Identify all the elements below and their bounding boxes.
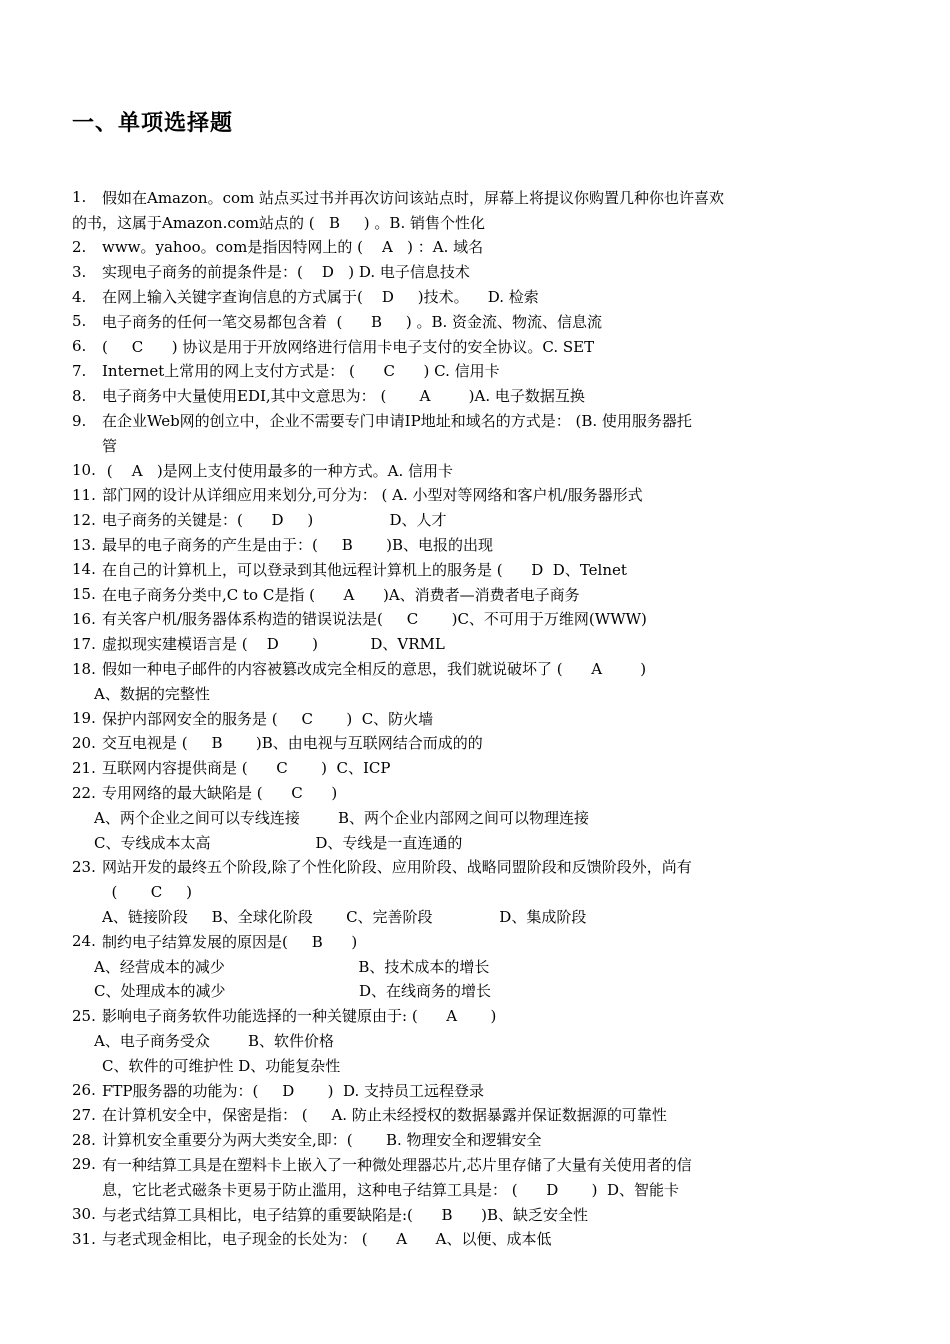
question-number: 30.: [72, 1205, 96, 1224]
question-text: 最早的电子商务的产生是由于：( B )B、电报的出现: [102, 536, 493, 555]
question-number: 19.: [72, 709, 96, 728]
question-item: [72, 706, 882, 731]
answer-options: [72, 805, 882, 830]
question-number: 21.: [72, 758, 96, 777]
question-continuation: [72, 433, 882, 458]
question-text: ( A )是网上支付使用最多的一种方式。A. 信用卡: [102, 461, 454, 480]
question-item: [72, 1202, 882, 1227]
question-number: 5.: [72, 312, 87, 331]
question-text: 互联网内容提供商是 ( C ) C、ICP: [102, 759, 391, 778]
question-number: 13.: [72, 535, 96, 554]
question-text: FTP服务器的功能为：( D ) D. 支持员工远程登录: [102, 1081, 485, 1100]
question-item: [72, 780, 882, 805]
question-text: 的书，这属于Amazon.com站点的 ( B ) 。B. 销售个性化: [72, 213, 485, 232]
question-item: [72, 656, 882, 681]
question-item: [72, 483, 882, 508]
question-item: [72, 1127, 882, 1152]
question-text: ( C ) 协议是用于开放网络进行信用卡电子支付的安全协议。C. SET: [102, 337, 595, 356]
question-text: 在计算机安全中，保密是指： ( A. 防止未经授权的数据暴露并保证数据源的可靠性: [102, 1106, 667, 1125]
answer-options: [72, 681, 882, 706]
question-number: 28.: [72, 1130, 96, 1149]
options-text: A、两个企业之间可以专线连接 B、两个企业内部网之间可以物理连接: [94, 808, 590, 827]
question-item: [72, 582, 882, 607]
question-item: [72, 855, 882, 880]
question-item: [72, 334, 882, 359]
question-item: [72, 532, 882, 557]
question-text: 在企业Web网的创立中，企业不需要专门申请IP地址和域名的方式是： (B. 使用服务器托: [102, 412, 692, 431]
question-text: 有一种结算工具是在塑料卡上嵌入了一种微处理器芯片,芯片里存储了大量有关使用者的信: [102, 1155, 692, 1174]
question-item: [72, 309, 882, 334]
question-number: 11.: [72, 485, 96, 504]
question-number: 31.: [72, 1229, 96, 1248]
options-text: A、经营成本的减少 B、技术成本的增长: [94, 957, 490, 976]
question-text: 假如在Amazon。com 站点买过书并再次访问该站点时，屏幕上将提议你购置几种你也许喜欢: [102, 188, 725, 207]
question-text: 保护内部网安全的服务是 ( C ) C、防火墙: [102, 709, 434, 728]
question-number: 6.: [72, 337, 87, 356]
question-number: 14.: [72, 560, 96, 579]
question-text: 电子商务的任何一笔交易都包含着 ( B ) 。B. 资金流、物流、信息流: [102, 312, 603, 331]
answer-options: [72, 979, 882, 1004]
question-text: 管: [102, 436, 118, 455]
answer-options: [72, 1053, 882, 1078]
options-text: A、数据的完整性: [94, 684, 210, 703]
question-text: 有关客户机/服务器体系构造的错误说法是( C )C、不可用于万维网(WWW): [102, 610, 647, 629]
question-number: 9.: [72, 411, 87, 430]
options-text: C、处理成本的减少 D、在线商务的增长: [94, 982, 492, 1001]
question-item: [72, 1003, 882, 1028]
question-item: [72, 408, 882, 433]
question-text: 制约电子结算发展的原因是( B ): [102, 932, 358, 951]
question-number: 3.: [72, 262, 87, 281]
question-text: 网站开发的最终五个阶段,除了个性化阶段、应用阶段、战略同盟阶段和反馈阶段外，尚有: [102, 858, 692, 877]
question-continuation: [72, 210, 882, 235]
question-item: [72, 929, 882, 954]
question-item: [72, 631, 882, 656]
options-text: A、链接阶段 B、全球化阶段 C、完善阶段 D、集成阶段: [102, 908, 587, 926]
page-title: 一、单项选择题: [72, 111, 234, 136]
question-item: [72, 359, 882, 384]
question-number: 18.: [72, 659, 96, 678]
question-number: 29.: [72, 1155, 96, 1174]
question-number: 17.: [72, 634, 96, 653]
question-text: 在电子商务分类中,C to C是指 ( A )A、消费者—消费者电子商务: [102, 585, 580, 604]
answer-options: [72, 904, 882, 929]
question-text: www。yahoo。com是指因特网上的 ( A ) ：A. 域名: [102, 238, 484, 257]
question-item: [72, 235, 882, 260]
question-text: 与老式现金相比，电子现金的长处为： ( A A、以便、成本低: [102, 1230, 552, 1249]
question-number: 12.: [72, 510, 96, 529]
question-text: 虚拟现实建模语言是 ( D ) D、VRML: [102, 635, 445, 654]
question-text: 电子商务中大量使用EDI,其中文意思为： ( A )A. 电子数据互换: [102, 387, 585, 406]
question-item: [72, 1078, 882, 1103]
question-item: [72, 284, 882, 309]
question-continuation: [72, 1177, 882, 1202]
question-text: 计算机安全重要分为两大类安全,即：( B. 物理安全和逻辑安全: [102, 1131, 542, 1150]
question-continuation: [72, 879, 882, 904]
question-text: 影响电子商务软件功能选择的一种关键原由于: ( A ): [102, 1007, 497, 1026]
question-text: 实现电子商务的前提条件是：( D ) D. 电子信息技术: [102, 263, 470, 282]
question-item: [72, 607, 882, 632]
question-number: 24.: [72, 932, 96, 951]
question-item: [72, 507, 882, 532]
question-item: [72, 1226, 882, 1251]
question-text: 与老式结算工具相比，电子结算的重要缺陷是:( B )B、缺乏安全性: [102, 1205, 589, 1224]
question-item: [72, 259, 882, 284]
question-number: 27.: [72, 1105, 96, 1124]
options-text: C、专线成本太高 D、专线是一直连通的: [94, 833, 463, 852]
question-item: [72, 1152, 882, 1177]
question-number: 23.: [72, 857, 96, 876]
question-number: 16.: [72, 609, 96, 628]
question-number: 8.: [72, 386, 87, 405]
question-text: 假如一种电子邮件的内容被篡改成完全相反的意思，我们就说破坏了 ( A ): [102, 660, 647, 679]
question-item: [72, 755, 882, 780]
answer-options: [72, 1028, 882, 1053]
question-number: 4.: [72, 287, 87, 306]
question-text: ( C ): [102, 882, 192, 901]
question-text: 电子商务的关键是：( D ) D、人才: [102, 511, 447, 530]
question-item: [72, 383, 882, 408]
question-item: [72, 731, 882, 756]
question-text: 专用网络的最大缺陷是 ( C ): [102, 784, 338, 803]
question-text: 交互电视是 ( B )B、由电视与互联网结合而成的的: [102, 734, 483, 753]
question-number: 2.: [72, 237, 87, 256]
question-number: 22.: [72, 783, 96, 802]
question-number: 20.: [72, 733, 96, 752]
question-text: 在网上输入关键字查询信息的方式属于( D )技术。 D. 检索: [102, 288, 539, 307]
question-item: [72, 557, 882, 582]
question-text: 在自己的计算机上，可以登录到其他远程计算机上的服务是 ( D D、Telnet: [102, 560, 627, 579]
answer-options: [72, 954, 882, 979]
question-list: [72, 185, 882, 1251]
question-number: 1.: [72, 188, 87, 207]
question-text: Internet上常用的网上支付方式是： ( C ) C. 信用卡: [102, 362, 500, 381]
question-number: 15.: [72, 585, 96, 604]
question-text: 息，它比老式磁条卡更易于防止滥用，这种电子结算工具是： ( D ) D、智能卡: [102, 1180, 680, 1199]
question-item: [72, 1102, 882, 1127]
question-item: [72, 458, 882, 483]
question-number: 10.: [72, 461, 96, 480]
options-text: C、软件的可维护性 D、功能复杂性: [102, 1056, 341, 1075]
answer-options: [72, 830, 882, 855]
question-number: 7.: [72, 361, 87, 380]
question-number: 26.: [72, 1081, 96, 1100]
question-item: [72, 185, 882, 210]
options-text: A、电子商务受众 B、软件价格: [94, 1031, 335, 1050]
question-number: 25.: [72, 1006, 96, 1025]
question-text: 部门网的设计从详细应用来划分,可分为： ( A. 小型对等网络和客户机/服务器形式: [102, 486, 643, 505]
